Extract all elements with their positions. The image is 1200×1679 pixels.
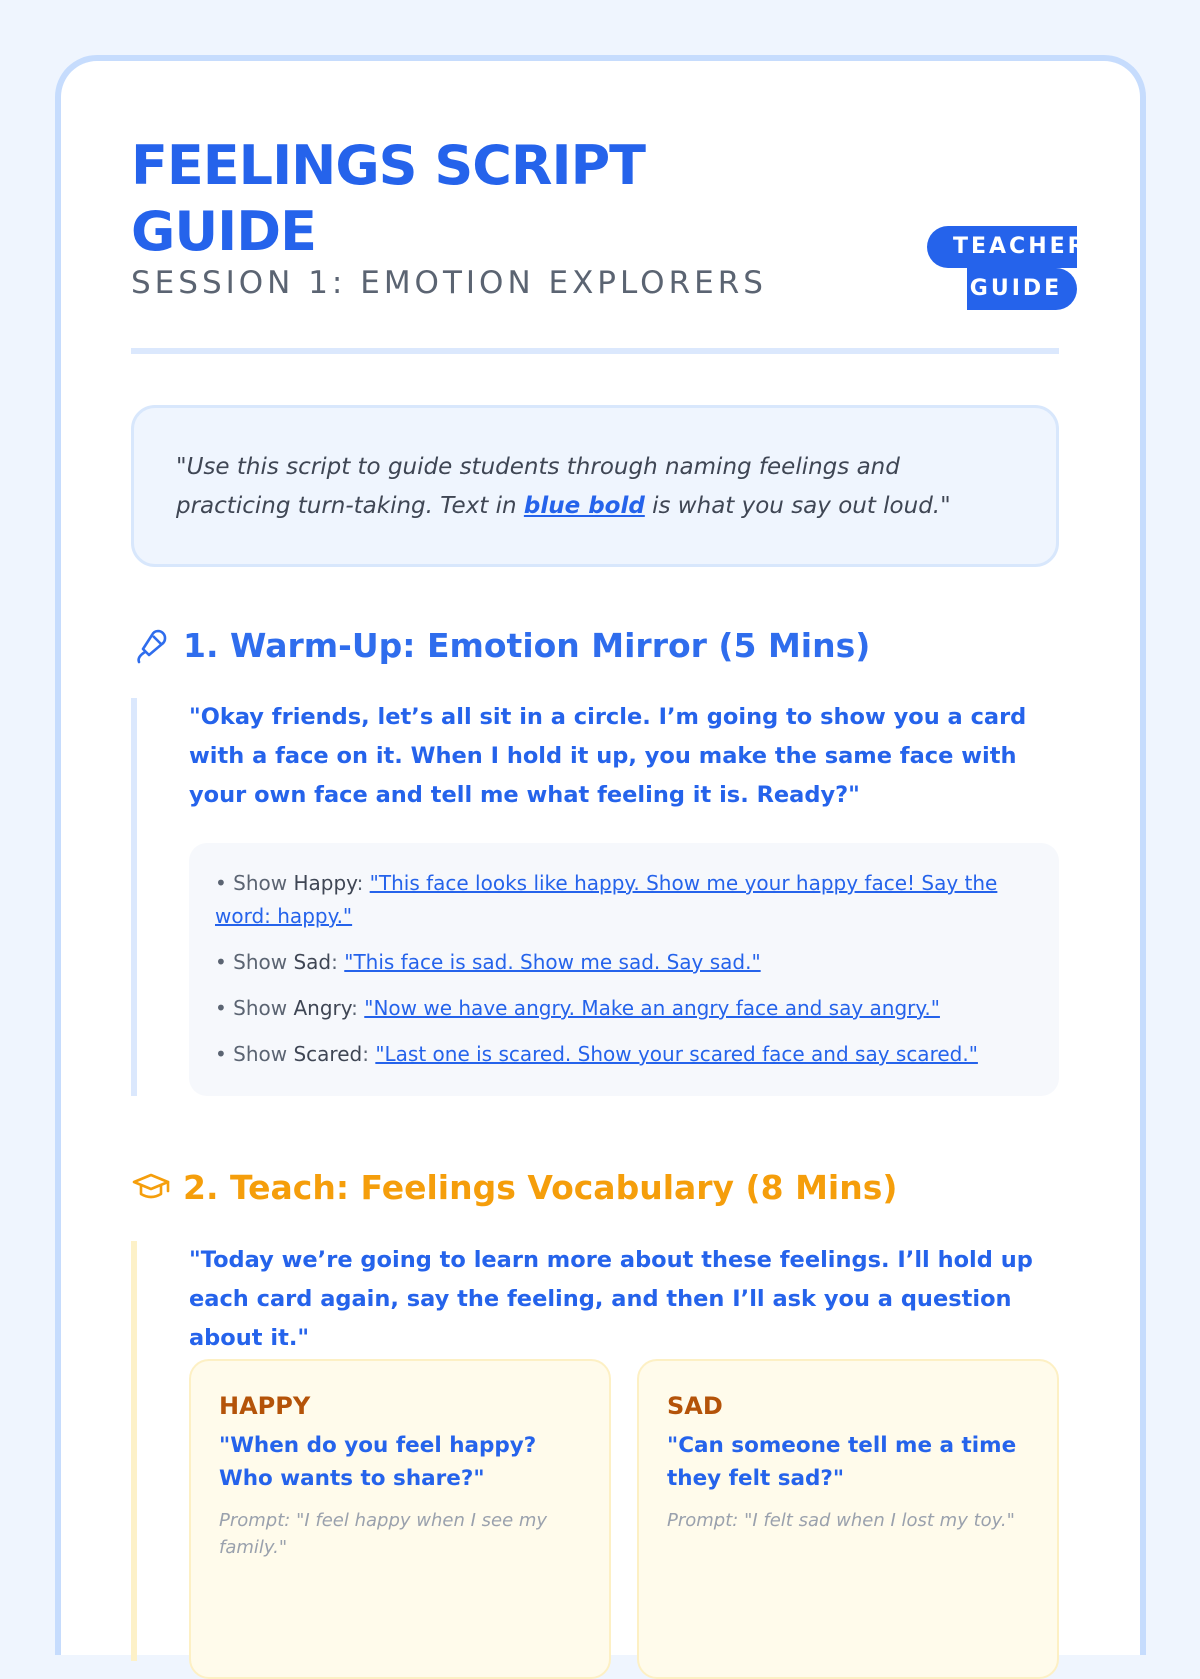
item-prefix: • Show — [215, 1042, 294, 1066]
vocab-card-sad — [637, 1359, 1059, 1679]
teacher-guide-badge — [927, 226, 1088, 310]
list-item: • Show Sad: "This face is sad. Show me sad. Say sad." — [215, 950, 761, 974]
section-accent-bar — [131, 1241, 137, 1661]
vocab-card-prompt: Prompt: "I felt sad when I lost my toy." — [667, 1510, 1015, 1531]
note-text-after: is what you say out loud." — [644, 493, 951, 519]
item-emotion: Angry — [293, 996, 352, 1020]
microphone-icon — [131, 625, 171, 665]
item-prefix: • Show — [215, 996, 294, 1020]
badge-line-1: TEACHER — [927, 226, 1077, 268]
script-text: "Today we’re going to learn more about these feelings. I’ll hold up each card again, say the feeling, and then I’ll ask you a question about it." — [189, 1247, 1033, 1351]
note-highlight-link[interactable]: blue bold — [523, 493, 645, 519]
vocab-card-question: "When do you feel happy? Who wants to share?" — [219, 1433, 537, 1491]
vocab-card-prompt: Prompt: "I feel happy when I see my family." — [219, 1510, 548, 1558]
vocab-card-question: "Can someone tell me a time they felt sad?" — [667, 1433, 1017, 1491]
section-accent-bar — [131, 698, 137, 1096]
list-item: • Show Scared: "Last one is scared. Show your scared face and say scared." — [215, 1042, 978, 1066]
badge-line-2: GUIDE — [967, 268, 1077, 310]
item-script-link[interactable]: "This face looks like happy. Show me your happy face! Say the word: happy." — [215, 871, 998, 928]
emotion-card-list — [189, 843, 1059, 1096]
item-script-link[interactable]: "Now we have angry. Make an angry face and say angry." — [364, 996, 940, 1020]
item-prefix: • Show — [215, 950, 294, 974]
vocab-card-title: HAPPY — [219, 1392, 311, 1420]
vocab-card-title: SAD — [667, 1392, 723, 1420]
list-item: • Show Happy: "This face looks like happy. Show me your happy face! Say the word: happy." — [215, 871, 998, 928]
list-item: • Show Angry: "Now we have angry. Make an angry face and say angry." — [215, 996, 940, 1020]
note-text-before: "Use this script to guide students through naming feelings and practicing turn-taking. Text in — [176, 454, 900, 519]
item-emotion: Happy — [293, 871, 357, 895]
item-script-link[interactable]: "This face is sad. Show me sad. Say sad." — [344, 950, 761, 974]
page-subtitle: SESSION 1: EMOTION EXPLORERS — [131, 265, 767, 301]
graduation-cap-icon — [131, 1167, 171, 1207]
item-prefix: • Show — [215, 871, 294, 895]
item-script-link[interactable]: "Last one is scared. Show your scared face and say scared." — [375, 1042, 978, 1066]
item-emotion: Scared — [293, 1042, 363, 1066]
section-heading-warmup — [131, 621, 870, 671]
section-heading-text: 2. Teach: Feelings Vocabulary (8 Mins) — [183, 1168, 898, 1207]
header-divider — [131, 348, 1059, 354]
section-heading-text: 1. Warm-Up: Emotion Mirror (5 Mins) — [183, 626, 871, 665]
item-emotion: Sad — [293, 950, 332, 974]
instruction-note — [131, 405, 1059, 567]
vocab-card-happy — [189, 1359, 611, 1679]
script-text: "Okay friends, let’s all sit in a circle. I’m going to show you a card with a face on it. When I hold it up, you make the same face with your own face and tell me what feeling it is. Ready?" — [189, 704, 1027, 808]
page-title: FEELINGS SCRIPT GUIDE — [131, 134, 645, 263]
guide-card — [55, 55, 1146, 1655]
section-heading-teach — [131, 1163, 897, 1213]
